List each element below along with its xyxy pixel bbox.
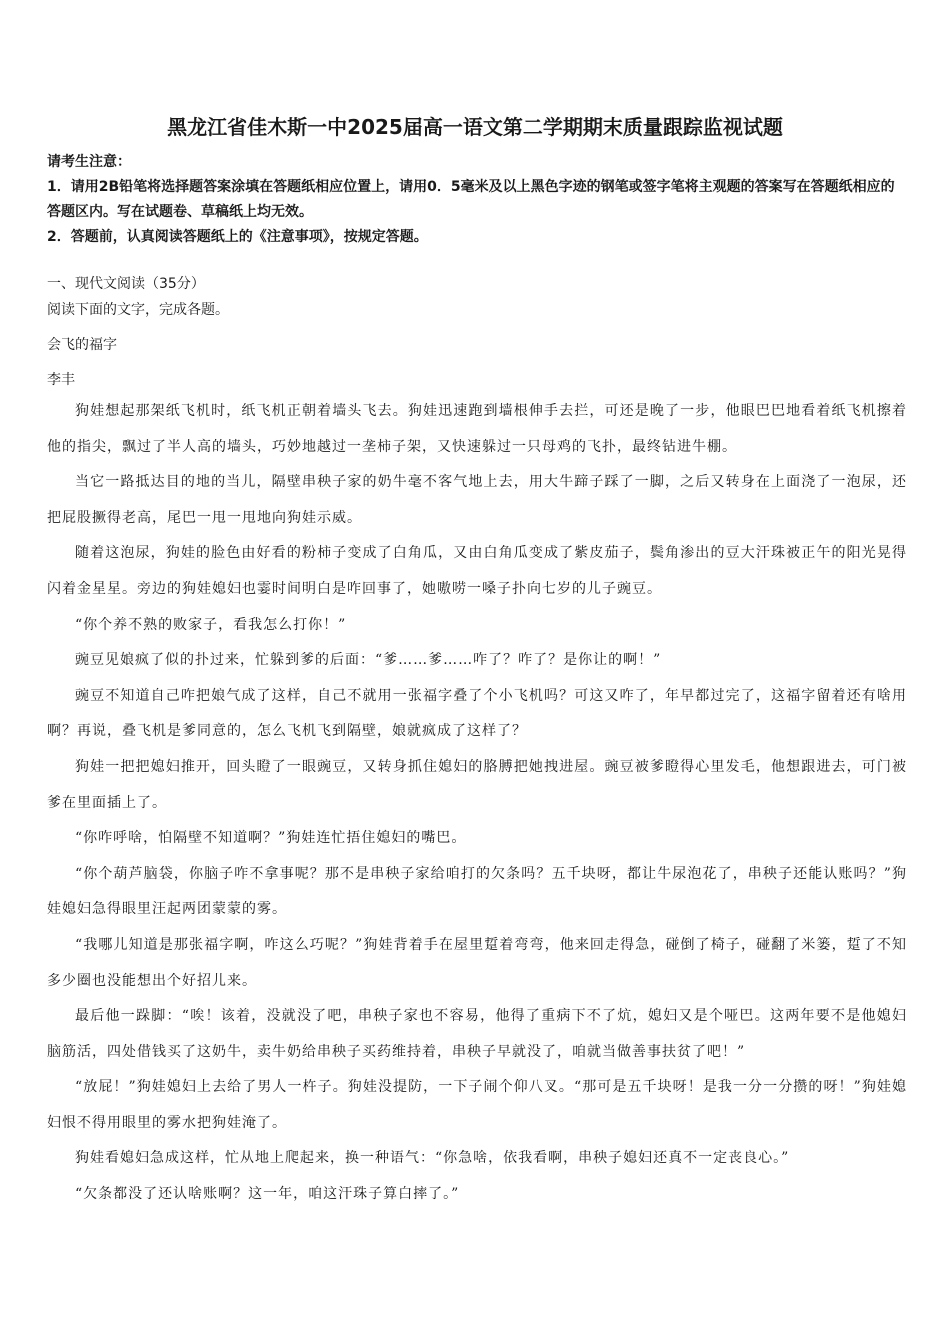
document-title: 黑龙江省佳木斯一中2025届高一语文第二学期期末质量跟踪监视试题	[167, 115, 783, 139]
article-paragraph: “放屁！”狗娃媳妇上去给了男人一杵子。狗娃没提防，一下子闹个仰八叉。“那可是五千块呀！是我一分一分攒的呀！”狗娃媳妇恨不得用眼里的雾水把狗娃淹了。	[47, 1079, 907, 1131]
notice-heading: 请考生注意：	[47, 154, 131, 170]
article-paragraph: 狗娃想起那架纸飞机时，纸飞机正朝着墙头飞去。狗娃迅速跑到墙根伸手去拦，可还是晚了一步，他眼巴巴地看着纸飞机擦着他的指尖，飘过了半人高的墙头，巧妙地越过一垄柿子架，又快速躲过一只母鸡的飞扑，最终钻进牛棚。	[47, 403, 907, 455]
notice-item-2: 2．答题前，认真阅读答题纸上的《注意事项》，按规定答题。	[47, 229, 428, 245]
article-body	[47, 394, 907, 1213]
section-instruction: 阅读下面的文字，完成各题。	[47, 302, 229, 318]
article-paragraph: 随着这泡尿，狗娃的脸色由好看的粉柿子变成了白角瓜，又由白角瓜变成了紫皮茄子，鬓角渗出的豆大汗珠被正午的阳光晃得闪着金星星。旁边的狗娃媳妇也霎时间明白是咋回事了，她嗷唠一嗓子扑向七岁的儿子豌豆。	[47, 545, 907, 597]
section-heading: 一、现代文阅读（35分）	[47, 276, 205, 292]
article-paragraph: 最后他一跺脚：“唉！该着，没就没了吧，串秧子家也不容易，他得了重病下不了炕，媳妇又是个哑巴。这两年要不是他媳妇脑筋活，四处借钱买了这奶牛，卖牛奶给串秧子买药维持着，串秧子早就没了，咱就当做善事扶贫了吧！”	[47, 1008, 907, 1060]
article-paragraph: “欠条都没了还认啥账啊？这一年，咱这汗珠子算白摔了。”	[75, 1186, 460, 1203]
article-paragraph: 狗娃一把把媳妇推开，回头瞪了一眼豌豆，又转身抓住媳妇的胳膊把她拽进屋。豌豆被爹瞪得心里发毛，他想跟进去，可门被爹在里面插上了。	[47, 758, 907, 811]
notice-item-1: 1．请用2B铅笔将选择题答案涂填在答题纸相应位置上，请用0．5毫米及以上黑色字迹的钢笔或签字笔将主观题的答案写在答题纸相应的答题区内。写在试题卷、草稿纸上均无效。	[47, 179, 895, 220]
article-paragraph: “你个葫芦脑袋，你脑子咋不拿事呢？那不是串秧子家给咱打的欠条吗？五千块呀，都让牛尿泡花了，串秧子还能认账吗？”狗娃媳妇急得眼里汪起两团蒙蒙的雾。	[47, 865, 907, 918]
article-paragraph: “你个养不熟的败家子，看我怎么打你！”	[75, 616, 347, 633]
article-paragraph: 当它一路抵达目的地的当儿，隔壁串秧子家的奶牛毫不客气地上去，用大牛蹄子踩了一脚，之后又转身在上面浇了一泡尿，还把屁股撅得老高，尾巴一甩一甩地向狗娃示威。	[47, 474, 907, 526]
exam-notice	[47, 150, 907, 250]
article-paragraph: 豌豆见娘疯了似的扑过来，忙躲到爹的后面：“爹……爹……咋了？咋了？是你让的啊！”	[75, 652, 662, 669]
article-paragraph: “你咋呼啥，怕隔壁不知道啊？”狗娃连忙捂住媳妇的嘴巴。	[75, 830, 467, 847]
article-paragraph: “我哪儿知道是那张福字啊，咋这么巧呢？”狗娃背着手在屋里踅着弯弯，他来回走得急，碰倒了椅子，碰翻了米篓，踅了不知多少圈也没能想出个好招儿来。	[47, 936, 907, 989]
article-author: 李丰	[47, 372, 75, 388]
article-title: 会飞的福字	[47, 337, 117, 353]
article-paragraph: 豌豆不知道自己咋把娘气成了这样，自己不就用一张福字叠了个小飞机吗？可这又咋了，年早都过完了，这福字留着还有啥用啊？再说，叠飞机是爹同意的，怎么飞机飞到隔壁，娘就疯成了这样了？	[47, 687, 907, 740]
article-paragraph: 狗娃看媳妇急成这样，忙从地上爬起来，换一种语气：“你急啥，依我看啊，串秧子媳妇还真不一定丧良心。”	[75, 1150, 790, 1167]
